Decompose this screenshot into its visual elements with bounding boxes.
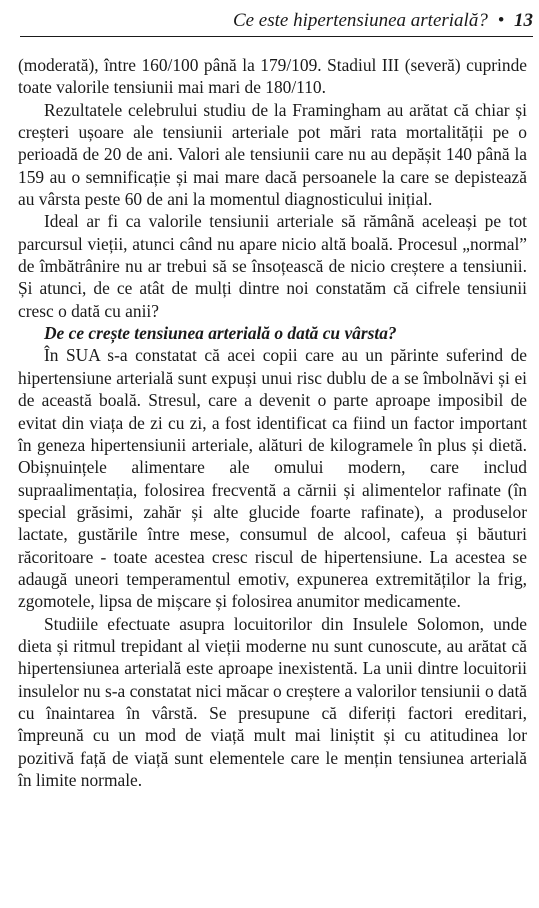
paragraph-framingham: Rezultatele celebrului studiu de la Framingham au arătat că chiar și creșteri ușoare ale tensiunii arteriale pot mări rata mortalității pe o perioadă de 20 de ani. Valori ale tensiunii care nu au depășit 140 până la 159 au o semnificație și mai mare dacă persoanele la care se depistează au vârsta peste 60 de ani la momentul diagnosticului inițial. — [18, 99, 527, 210]
running-header — [20, 6, 533, 37]
page-number: 13 — [514, 10, 533, 31]
section-heading: De ce crește tensiunea arterială o dată cu vârsta? — [44, 323, 397, 344]
paragraph-continued: (moderată), între 160/100 până la 179/109. Stadiul III (severă) cuprinde toate valorile tensiunii mai mari de 180/110. — [18, 55, 527, 98]
page-body — [18, 54, 527, 791]
paragraph-causes: În SUA s-a constatat că acei copii care au un părinte suferind de hipertensiune arterială sunt expuși unui risc dublu de a se îmbolnăvi și ei de această boală. Stresul, care a devenit o parte aproape imposibil de evitat din viața de zi cu zi, a fost identificat ca fiind un factor important în geneza hipertensiunii arteriale, alături de kilogramele în plus și dietă. Obișnuințele alimentare ale omului modern, care includ supraalimentația, folosirea frecventă a cărnii și alimentelor rafinate (în special grăsimi, zahăr și alte glucide foarte rafinate), a produselor lactate, gustările între mese, consumul de alcool, cafeua și băuturi răcoritoare - toate acestea cresc riscul de hipertensiune. La acestea se adaugă uneori temperamentul emotiv, expunerea extremităților la frig, zgomotele, lipsa de mișcare și folosirea anumitor medicamente. — [18, 345, 527, 612]
chapter-title: Ce este hipertensiunea arterială? — [232, 10, 488, 31]
paragraph-ideal-values: Ideal ar fi ca valorile tensiunii arteriale să rămână aceleași pe tot parcursul vieții, atunci când nu apare nicio altă boală. Procesul „normal” de îmbătrânire nu ar trebui să se însoțească de nicio creștere a tensiunii. Și atunci, de ce atât de mulți dintre noi constatăm că cifrele tensiunii cresc o dată cu anii? — [18, 211, 527, 321]
header-separator: • — [497, 10, 505, 31]
paragraph-solomon-islands: Studiile efectuate asupra locuitorilor din Insulele Solomon, unde dieta și ritmul trepidant al vieții moderne nu sunt cunoscute, au arătat că hipertensiunea arterială este aproape inexistentă. La unii dintre locuitorii insulelor nu s-a constatat nici măcar o creștere a valorilor tensiunii o dată cu înaintarea în vârstă. Se presupune că diferiți factori ereditari, împreună cu un mod de viață mult mai liniștit și cu atitudinea lor pozitivă față de viață sunt elementele care le mențin tensiunea arterială în limite normale. — [18, 613, 527, 790]
